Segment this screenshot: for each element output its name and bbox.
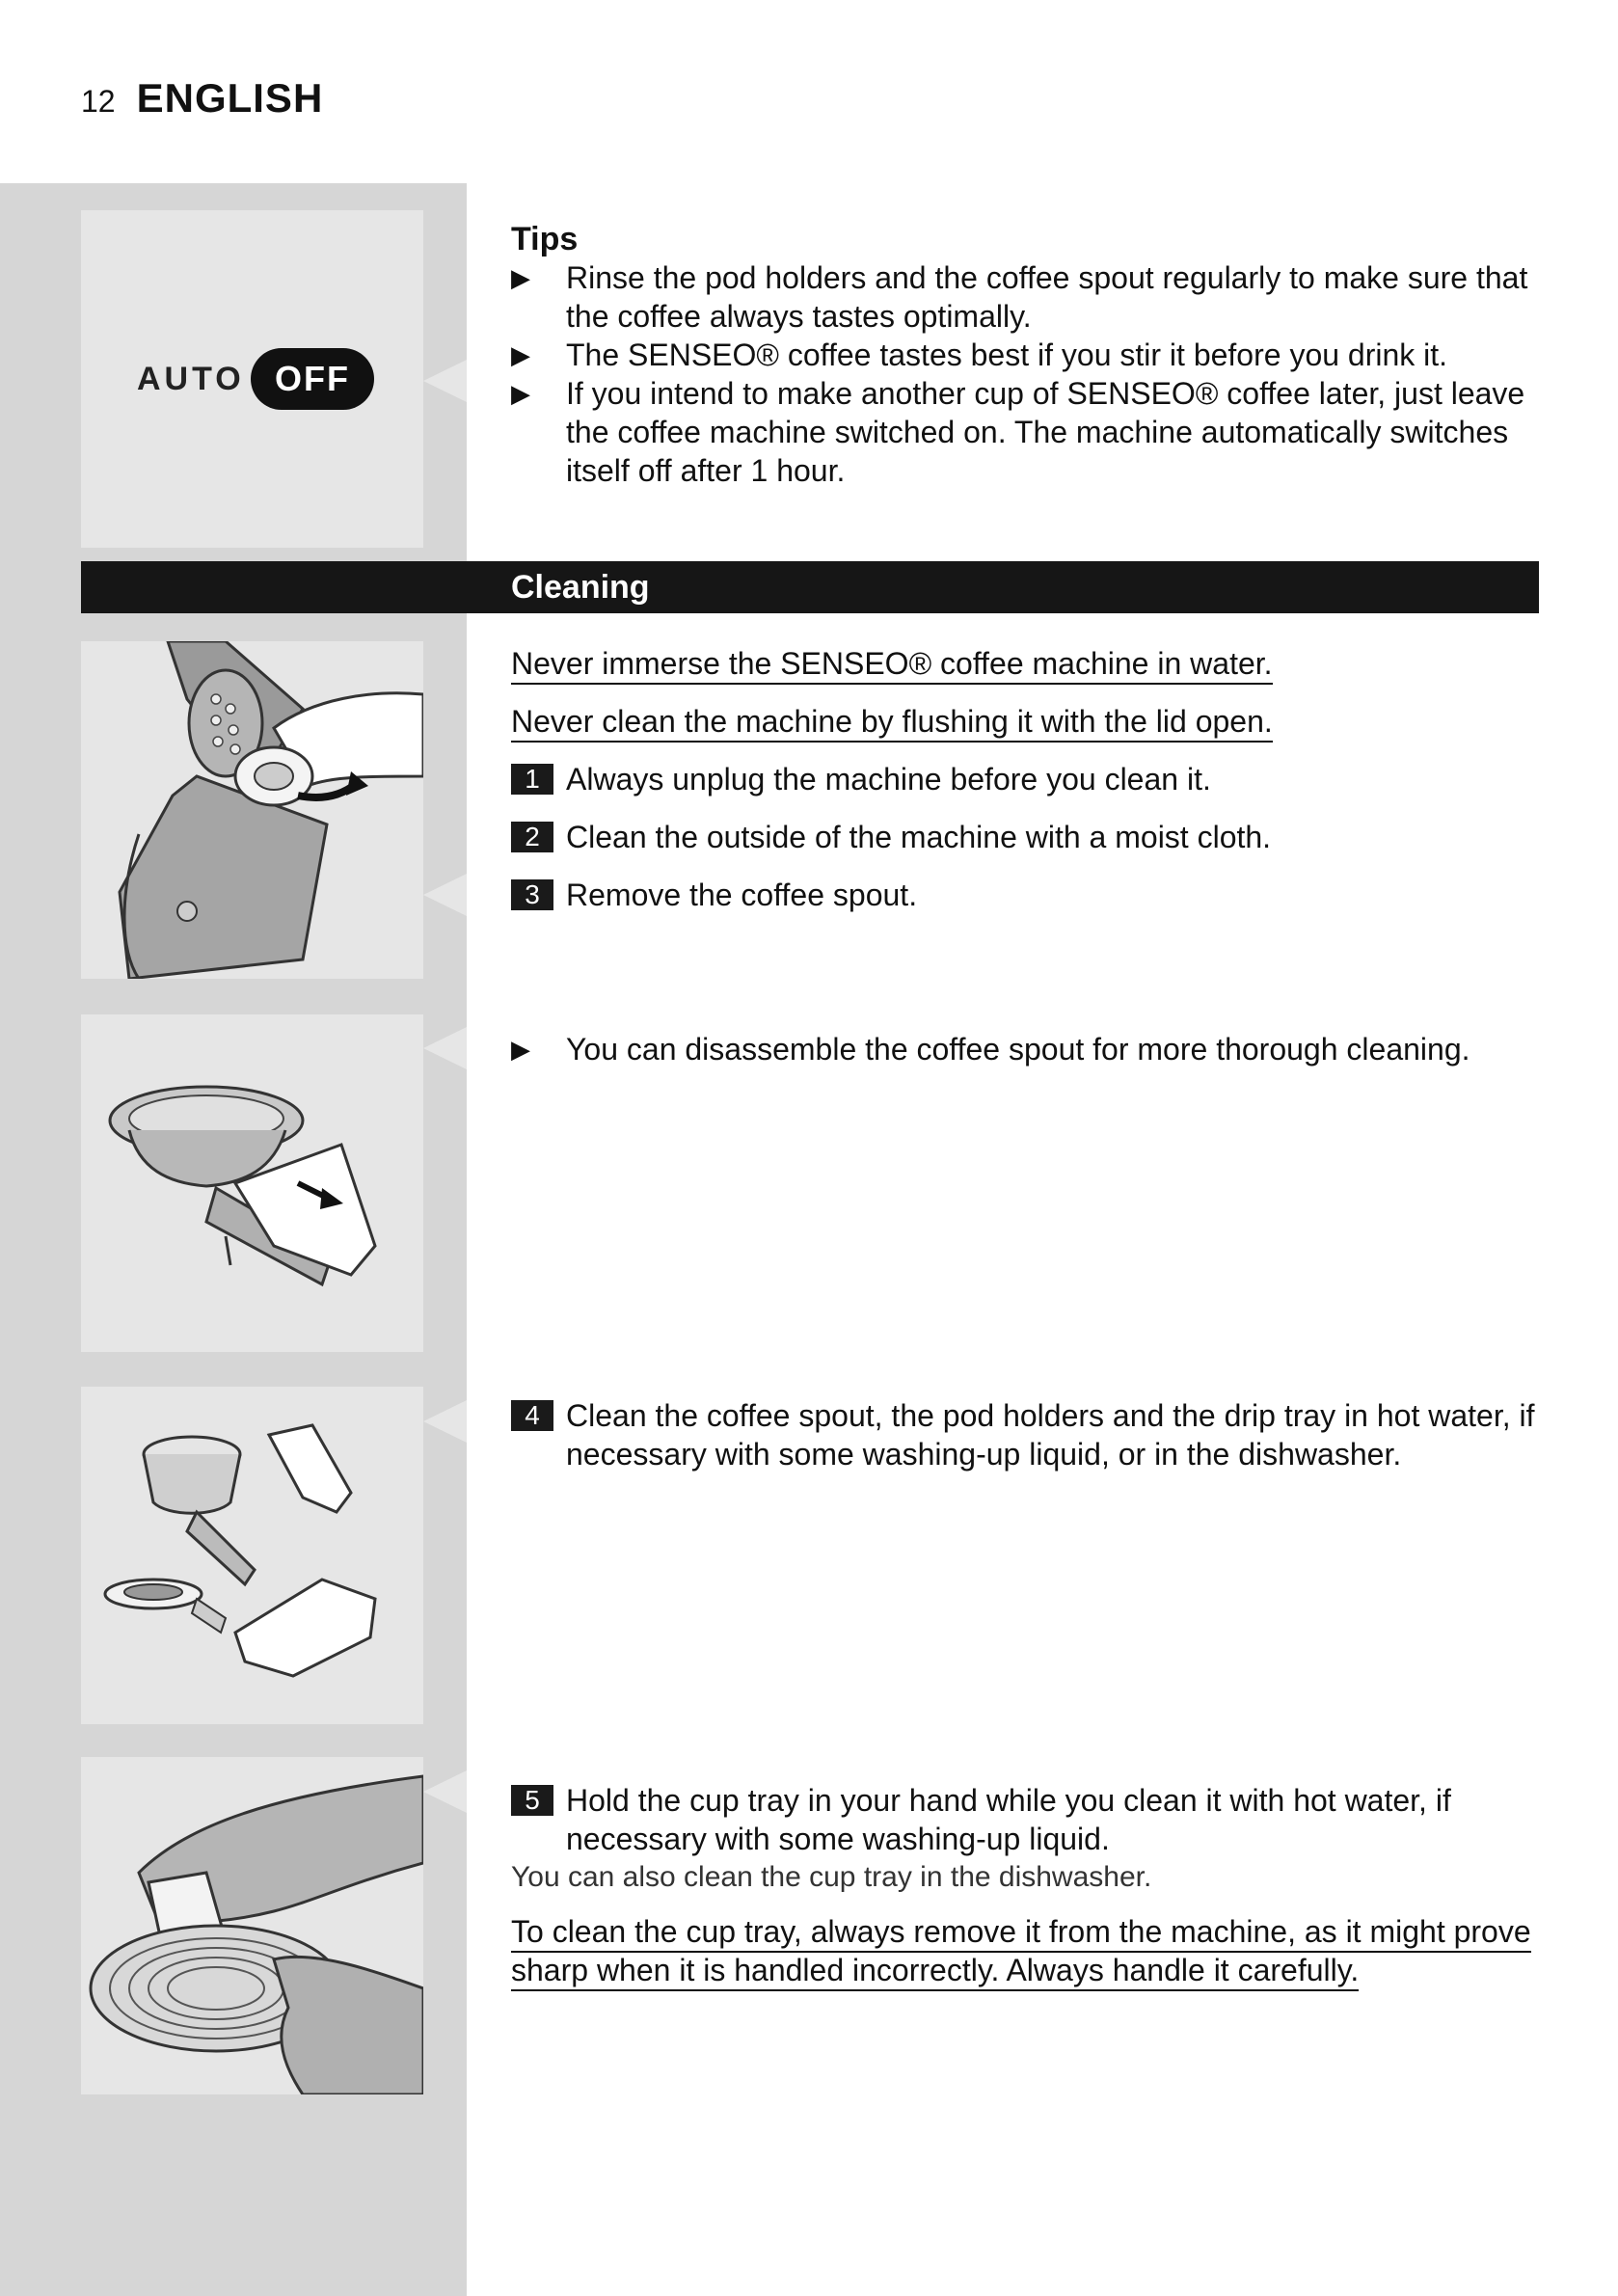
- cleaning-section-bar: [81, 561, 1539, 613]
- tip-item: ▶ Rinse the pod holders and the coffee spout regularly to make sure that the coffee always tastes optimally.: [511, 260, 1528, 334]
- cup-tray-cleaning-illustration: [81, 1757, 423, 2094]
- panel-pointer: [423, 360, 467, 402]
- step-text: Remove the coffee spout.: [566, 878, 918, 912]
- bullet-icon: ▶: [511, 1035, 530, 1064]
- machine-open-illustration: [81, 641, 423, 979]
- spout-disassembly-illustration: [81, 1014, 423, 1352]
- tips-section: [511, 220, 1552, 490]
- warning-immerse: Never immerse the SENSEO® coffee machine in water.: [511, 646, 1273, 685]
- step-number: 4: [511, 1400, 553, 1431]
- step-item: [511, 876, 1552, 914]
- cup-tray-icon: [81, 1757, 423, 2094]
- removable-parts-icon: [81, 1387, 423, 1724]
- auto-label: AUTO: [137, 361, 245, 397]
- step-five-block: [511, 1781, 1552, 1989]
- step-text: Hold the cup tray in your hand while you clean it with hot water, if necessary with some washing-up liquid.: [566, 1783, 1451, 1856]
- parts-illustration: [81, 1387, 423, 1724]
- page-number: 12: [81, 84, 116, 119]
- panel-pointer: [423, 1770, 467, 1813]
- step-four-block: [511, 1396, 1552, 1473]
- panel-pointer: [423, 874, 467, 916]
- coffee-machine-icon: [81, 641, 423, 979]
- page-header: [81, 75, 323, 133]
- step-text: Always unplug the machine before you clean it.: [566, 762, 1211, 797]
- tip-item: ▶ The SENSEO® coffee tastes best if you stir it before you drink it.: [511, 338, 1448, 372]
- bullet-icon: ▶: [511, 379, 530, 408]
- step-item: [511, 1781, 1552, 1858]
- step-item: [511, 1396, 1552, 1473]
- disassemble-tip: [511, 1030, 1552, 1068]
- step-text: Clean the coffee spout, the pod holders and the drip tray in hot water, if necessary with some washing-up liquid, or in the dishwasher.: [566, 1398, 1535, 1472]
- cleaning-intro: [511, 644, 1552, 914]
- tip-item: ▶ If you intend to make another cup of SENSEO® coffee later, just leave the coffee machine switched on. The machine automatically switches itself off after 1 hour.: [511, 376, 1525, 488]
- warning-flush: Never clean the machine by flushing it with the lid open.: [511, 704, 1273, 743]
- step-number: 2: [511, 822, 553, 852]
- bullet-icon: ▶: [511, 340, 530, 369]
- disassemble-text: You can disassemble the coffee spout for more thorough cleaning.: [566, 1032, 1470, 1067]
- step-item: [511, 760, 1552, 798]
- step-item: [511, 818, 1552, 856]
- bullet-icon: ▶: [511, 263, 530, 292]
- off-badge: OFF: [251, 348, 374, 410]
- step-number: 5: [511, 1785, 553, 1816]
- step-text: Clean the outside of the machine with a moist cloth.: [566, 820, 1272, 854]
- dishwasher-note: You can also clean the cup tray in the dishwasher.: [511, 1861, 1152, 1893]
- section-title: Cleaning: [511, 569, 650, 606]
- panel-pointer: [423, 1400, 467, 1443]
- step-number: 1: [511, 764, 553, 795]
- warning-cup-tray: To clean the cup tray, always remove it from the machine, as it might prove sharp when it is handled incorrectly. Always handle it carefully.: [511, 1914, 1531, 1991]
- coffee-spout-icon: [81, 1014, 423, 1352]
- step-number: 3: [511, 879, 553, 910]
- language-heading: ENGLISH: [136, 75, 324, 121]
- auto-off-panel: [81, 210, 423, 548]
- tips-title: Tips: [511, 221, 579, 257]
- panel-pointer: [423, 1027, 467, 1069]
